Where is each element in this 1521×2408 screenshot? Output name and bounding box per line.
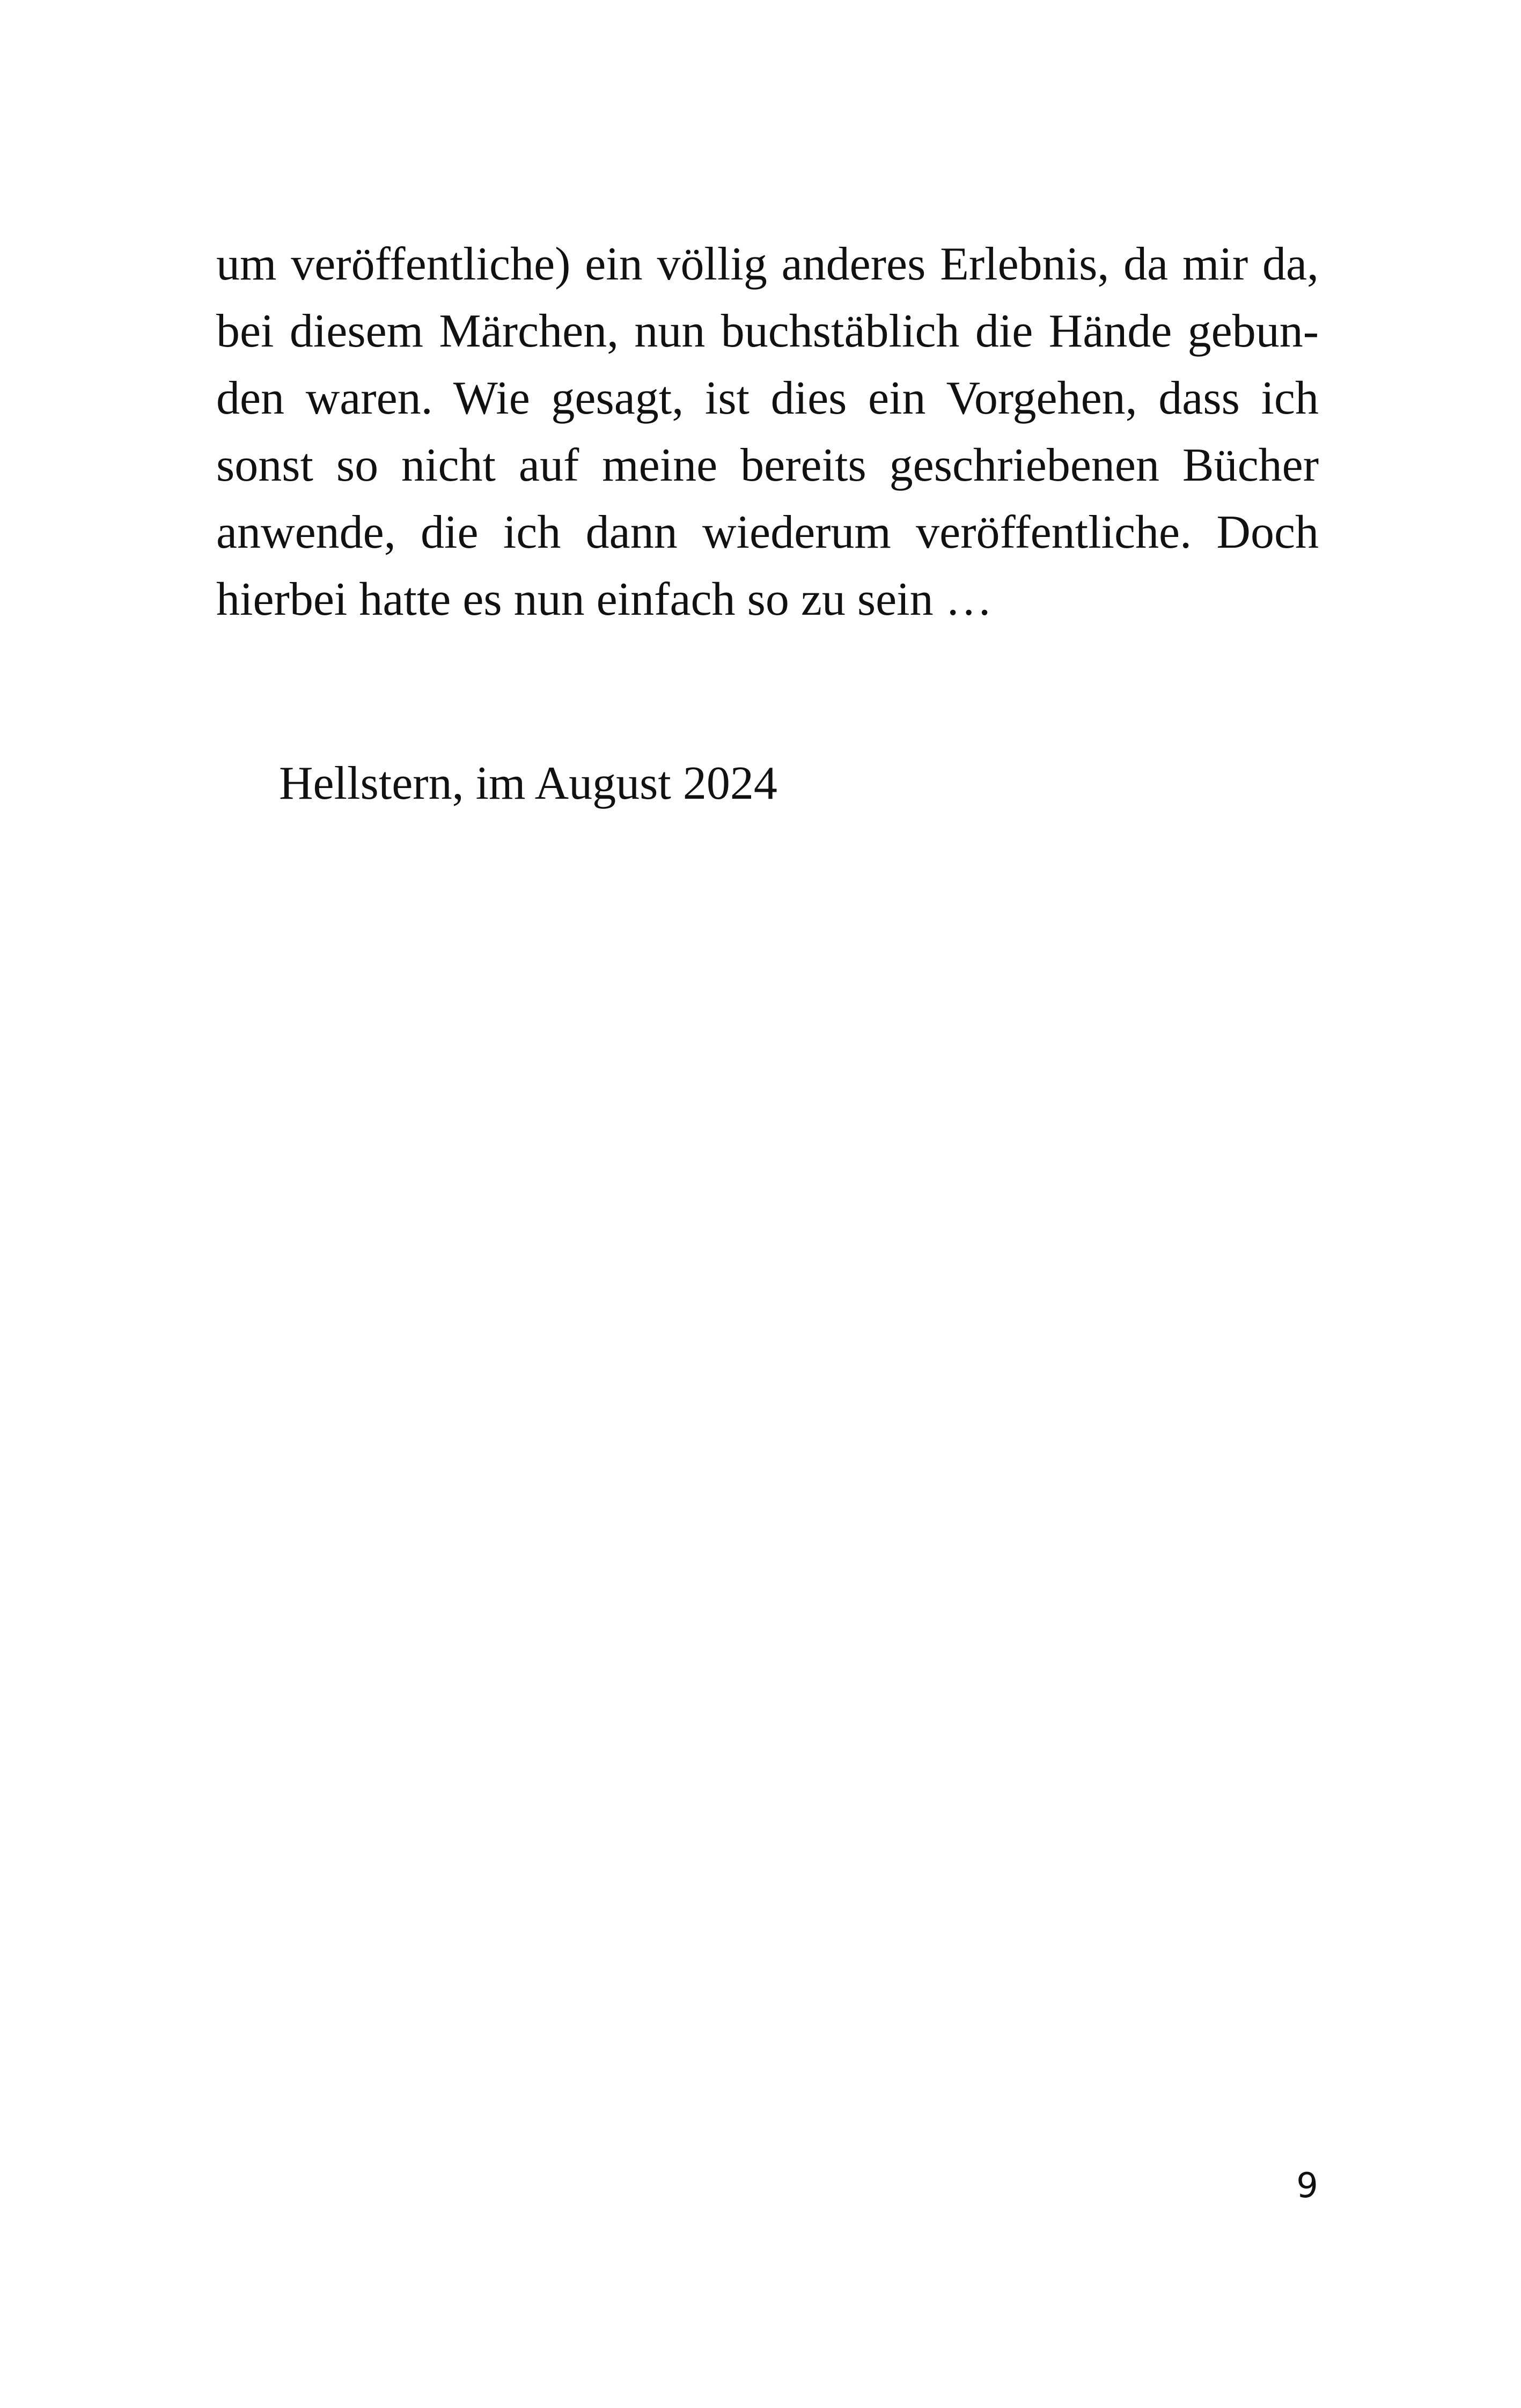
body-paragraph <box>216 231 1319 633</box>
paragraph-line: bei diesem Märchen, nun buchstäblich die Hände gebun- <box>216 305 1319 357</box>
paragraph-line: anwende, die ich dann wiederum veröffentliche. Doch <box>216 506 1319 558</box>
page-number: 9 <box>1296 2166 1318 2206</box>
paragraph-line: sonst so nicht auf meine bereits geschriebenen Bücher <box>216 439 1319 491</box>
paragraph-line: um veröffentliche) ein völlig anderes Erlebnis, da mir da, <box>216 238 1319 290</box>
signature-place-date: Hellstern, im August 2024 <box>279 757 777 809</box>
paragraph-line: den waren. Wie gesagt, ist dies ein Vorgehen, dass ich <box>216 372 1319 424</box>
paragraph-line-last: hierbei hatte es nun einfach so zu sein … <box>216 573 993 625</box>
